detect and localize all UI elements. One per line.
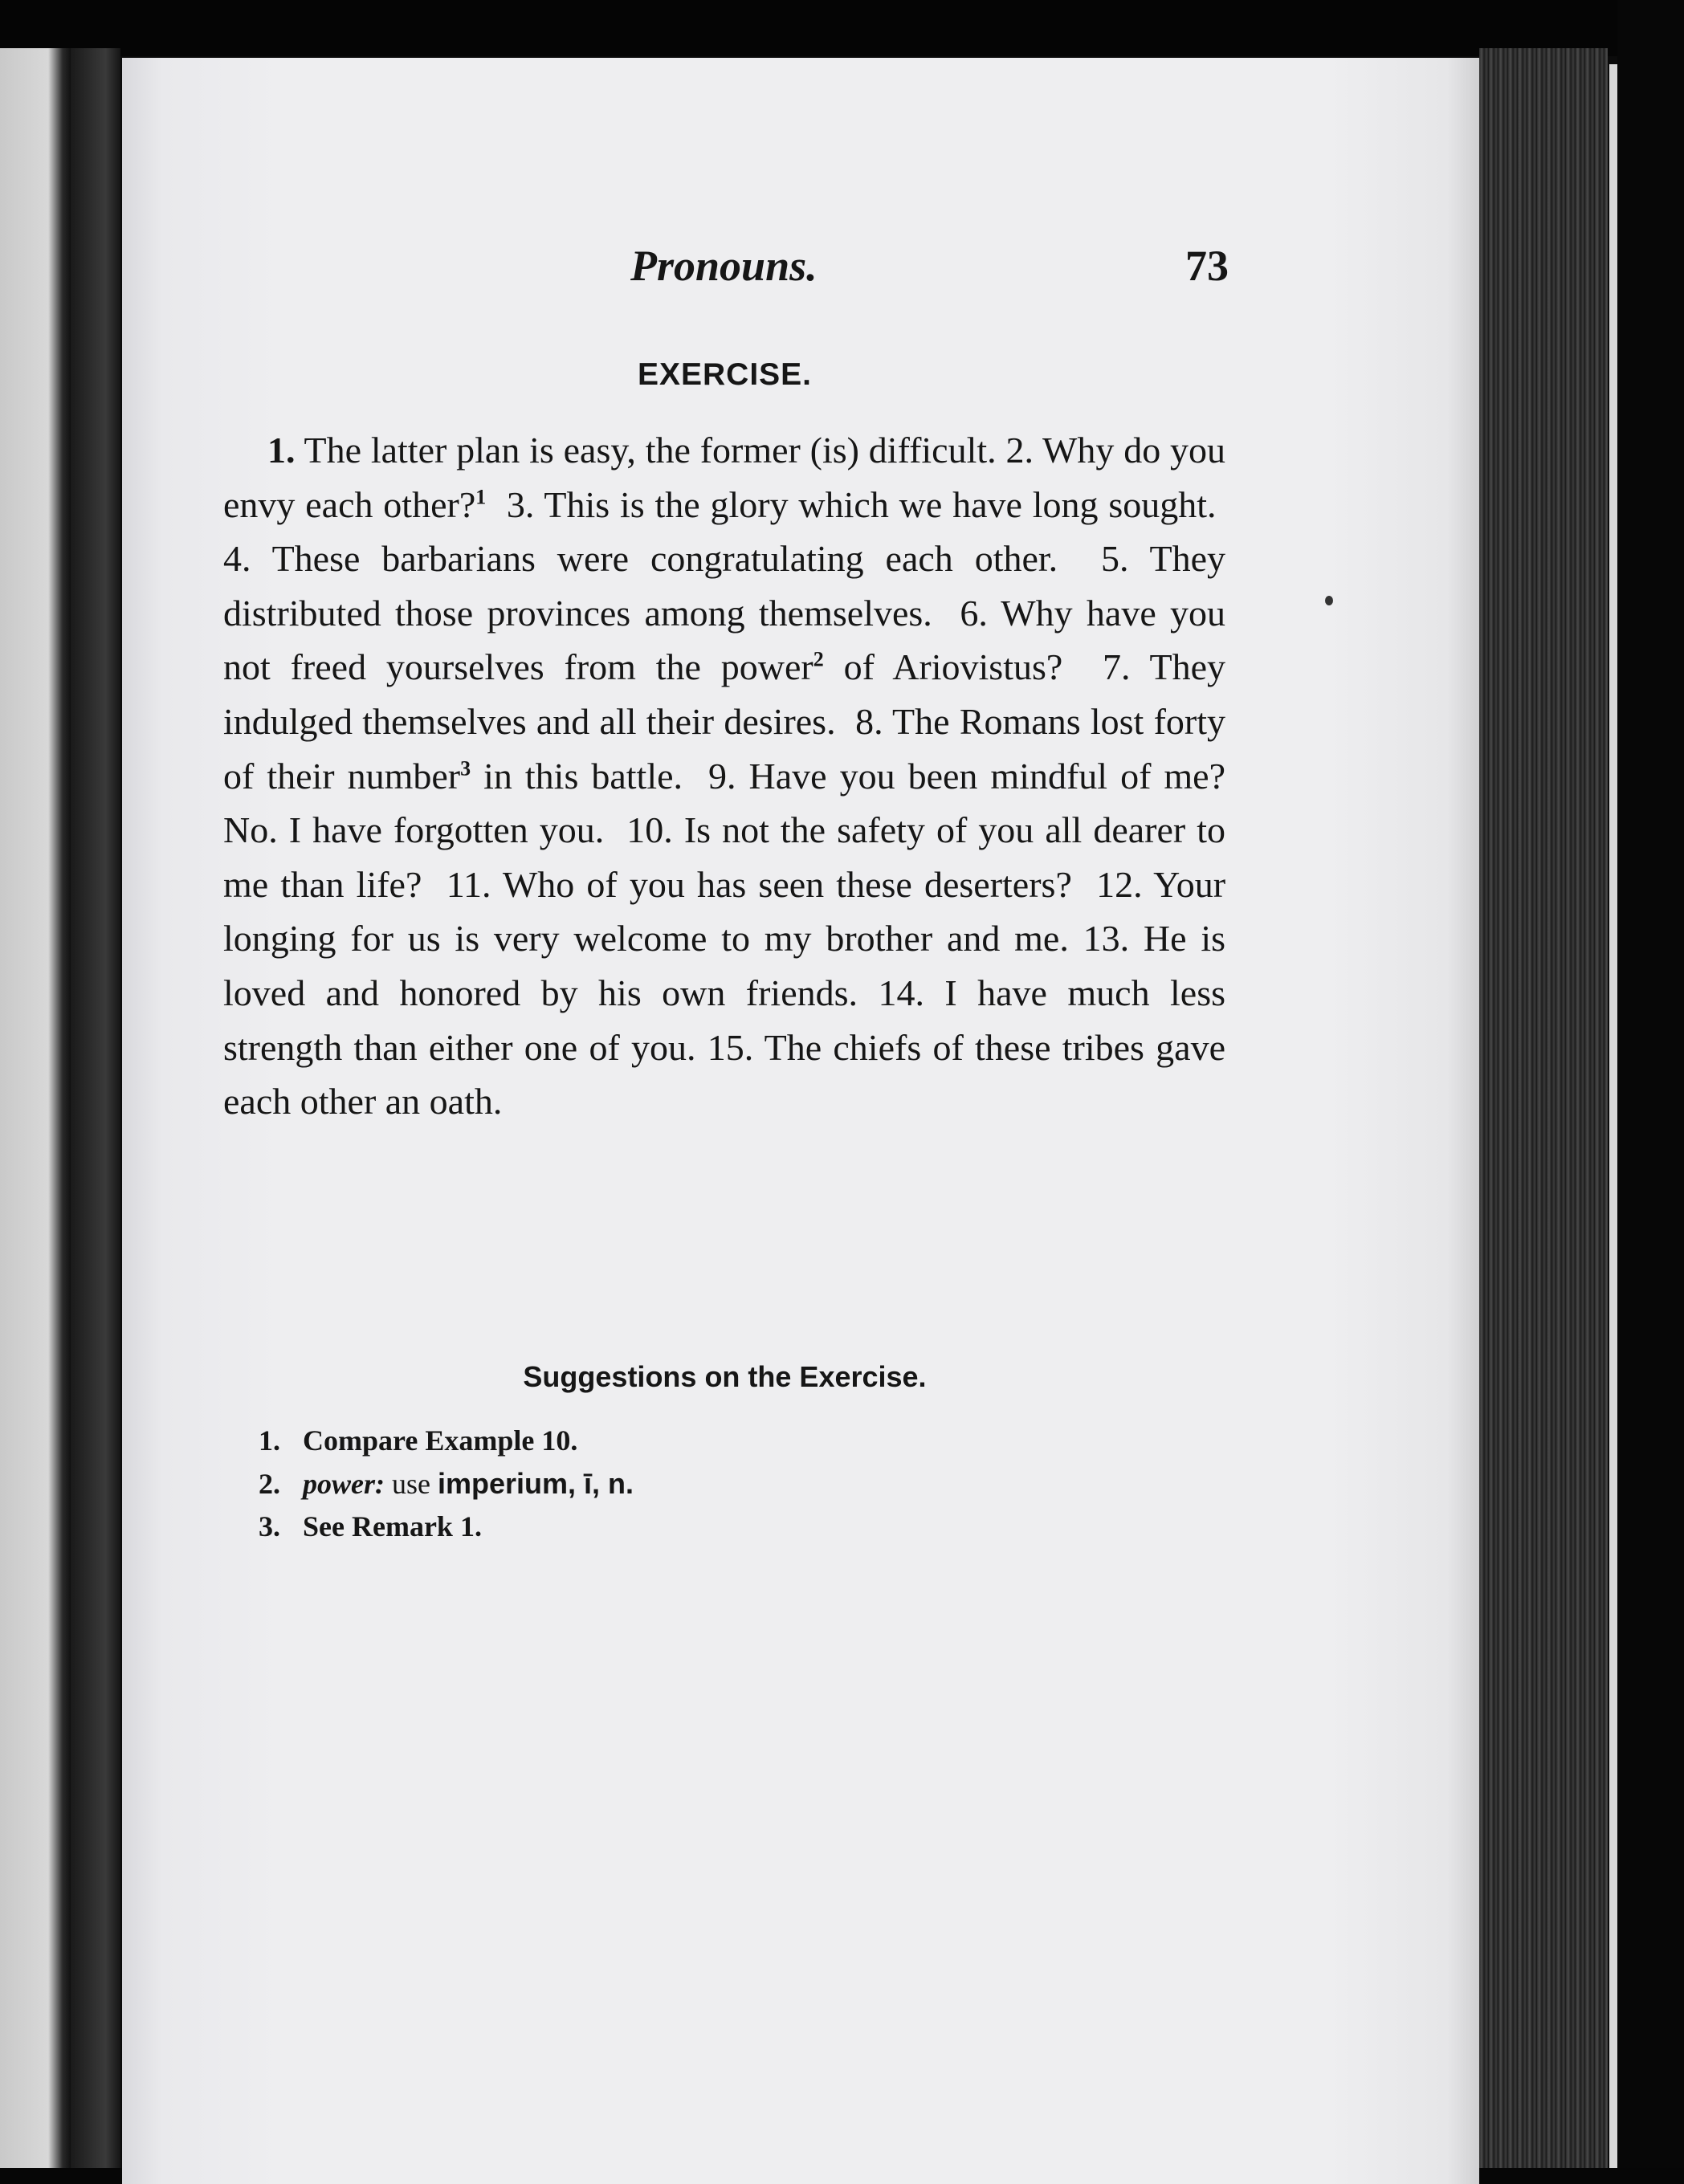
sentence: 4. These barbarians were congratulating each other. bbox=[223, 538, 1058, 580]
footnote-marker: 1 bbox=[475, 485, 487, 509]
sentence: 2. Why do you envy each other?$^1$ bbox=[223, 430, 1226, 525]
sentence: 14. I have much less strength than either one of you. bbox=[223, 972, 1225, 1068]
note-item: 2. power: use imperium, ī, n. bbox=[259, 1467, 634, 1500]
sentence: 7. They indulged themselves and all their desires. bbox=[223, 646, 1226, 742]
scan-right-border bbox=[1617, 0, 1684, 2184]
exercise-text bbox=[223, 423, 1225, 1129]
page-header bbox=[630, 241, 1229, 297]
scan-right-edge-line bbox=[1609, 64, 1617, 2176]
scan-top-border bbox=[0, 0, 1684, 56]
sentence: 5. They distributed those provinces among themselves. bbox=[223, 538, 1226, 634]
sentence: 15. The chiefs of these tribes gave each other an oath. bbox=[223, 1026, 1226, 1123]
note-item: 3. See Remark 1. bbox=[259, 1510, 482, 1542]
scan-left-page-edge bbox=[0, 48, 71, 2184]
ink-speck bbox=[1325, 596, 1333, 605]
sentence: 12. Your longing for us is very welcome to my brother and me. bbox=[223, 863, 1226, 960]
scan-page-stack-edge bbox=[1479, 48, 1608, 2184]
footnote-marker: 2 bbox=[813, 648, 824, 672]
suggestion-notes bbox=[259, 1420, 634, 1548]
sentence: 3. This is the glory which we have long sought. bbox=[506, 483, 1217, 525]
sentence: 10. Is not the safety of you all dearer to me than life? bbox=[223, 809, 1226, 905]
sentence: 6. Why have you not freed yourselves from the power$^2$ of Ariovistus? bbox=[223, 592, 1225, 688]
running-title: Pronouns. bbox=[630, 242, 818, 290]
sentence: 8. The Romans lost forty of their number$^3$ in this battle. bbox=[223, 700, 1225, 797]
sentence: 13. He is loved and honored by his own friends. bbox=[223, 918, 1226, 1013]
page-number: 73 bbox=[1185, 242, 1229, 290]
sentence: 1. The latter plan is easy, the former (is) difficult. bbox=[267, 430, 997, 471]
scan-gutter bbox=[71, 48, 120, 2184]
exercise-heading: EXERCISE. bbox=[637, 357, 813, 392]
footnote-marker: 3 bbox=[460, 756, 471, 780]
note-item: 1. Compare Example 10. bbox=[259, 1424, 578, 1457]
suggestions-heading: Suggestions on the Exercise. bbox=[523, 1360, 927, 1393]
sentence: 11. Who of you has seen these deserters? bbox=[446, 863, 1072, 905]
sentence: 9. Have you been mindful of me? No. I have forgotten you. bbox=[223, 755, 1225, 851]
